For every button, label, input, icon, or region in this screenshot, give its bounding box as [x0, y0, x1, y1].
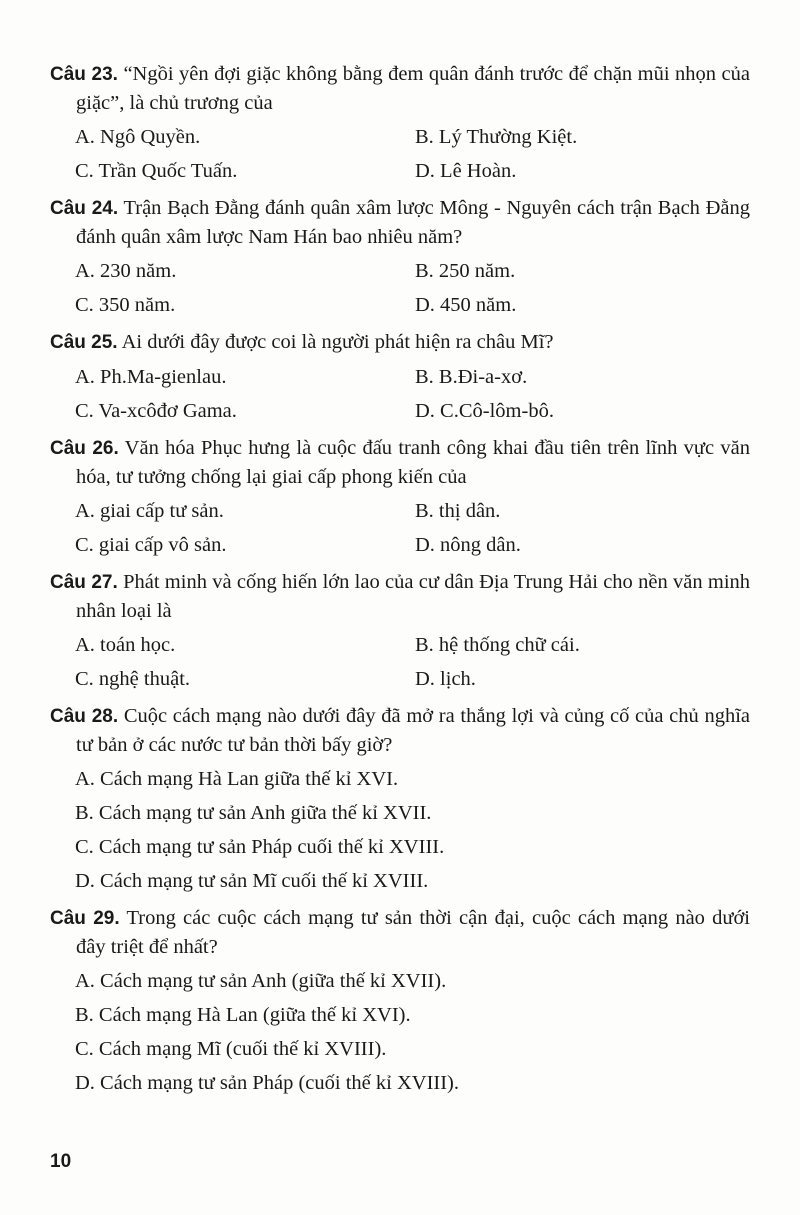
option-c: C. giai cấp vô sản. — [75, 534, 227, 556]
question-stem — [50, 60, 750, 117]
question-25 — [50, 328, 750, 425]
option-d: D. Cách mạng tư sản Mĩ cuối thế kỉ XVIII. — [75, 870, 429, 892]
option-c: C. 350 năm. — [75, 294, 176, 316]
question-number: Câu 24. — [50, 198, 119, 219]
option-c: C. nghệ thuật. — [75, 668, 191, 690]
answer-options — [50, 631, 750, 693]
answer-options — [50, 765, 750, 895]
option-b: B. Cách mạng tư sản Anh giữa thế kỉ XVII. — [75, 802, 432, 824]
question-text: Trong các cuộc cách mạng tư sản thời cận đại, cuộc cách mạng nào dưới đây triệt để nhất? — [76, 907, 750, 958]
question-number: Câu 28. — [50, 706, 119, 727]
question-27 — [50, 568, 750, 693]
question-stem — [50, 904, 750, 961]
question-24 — [50, 194, 750, 319]
answer-options — [50, 257, 750, 319]
option-d: D. Cách mạng tư sản Pháp (cuối thế kỉ XVIII). — [75, 1072, 460, 1094]
question-text: Trận Bạch Đằng đánh quân xâm lược Mông - Nguyên cách trận Bạch Đằng đánh quân xâm lược Nam Hán bao nhiêu năm? — [76, 197, 750, 248]
question-number: Câu 27. — [50, 572, 118, 593]
question-number: Câu 23. — [50, 64, 118, 85]
answer-options — [50, 967, 750, 1097]
option-d: D. C.Cô-lôm-bô. — [415, 400, 554, 422]
answer-options — [50, 123, 750, 185]
question-stem — [50, 702, 750, 759]
question-text: Cuộc cách mạng nào dưới đây đã mở ra thắng lợi và củng cố của chủ nghĩa tư bản ở các nước tư bản thời bấy giờ? — [76, 705, 750, 756]
answer-options — [50, 497, 750, 559]
option-b: B. Lý Thường Kiệt. — [415, 126, 578, 148]
option-a: A. toán học. — [75, 634, 176, 656]
question-23 — [50, 60, 750, 185]
question-number: Câu 26. — [50, 438, 119, 459]
question-number: Câu 29. — [50, 908, 120, 929]
option-a: A. 230 năm. — [75, 260, 177, 282]
question-stem — [50, 328, 750, 357]
option-a: A. Cách mạng Hà Lan giữa thế kỉ XVI. — [75, 768, 399, 790]
question-text: Phát minh và cống hiến lớn lao của cư dân Địa Trung Hải cho nền văn minh nhân loại là — [76, 571, 751, 622]
answer-options — [50, 363, 750, 425]
option-b: B. 250 năm. — [415, 260, 516, 282]
option-b: B. Cách mạng Hà Lan (giữa thế kỉ XVI). — [75, 1004, 411, 1026]
option-d: D. 450 năm. — [415, 294, 517, 316]
option-b: B. hệ thống chữ cái. — [415, 634, 580, 656]
option-b: B. B.Đi-a-xơ. — [415, 366, 528, 388]
option-d: D. lịch. — [415, 668, 476, 690]
option-c: C. Cách mạng Mĩ (cuối thế kỉ XVIII). — [75, 1038, 387, 1060]
question-number: Câu 25. — [50, 332, 118, 353]
option-a: A. giai cấp tư sản. — [75, 500, 224, 522]
question-stem — [50, 434, 750, 491]
option-a: A. Ngô Quyền. — [75, 126, 201, 148]
option-b: B. thị dân. — [415, 500, 501, 522]
question-26 — [50, 434, 750, 559]
option-c: C. Trần Quốc Tuấn. — [75, 160, 238, 182]
question-28 — [50, 702, 750, 895]
option-a: A. Ph.Ma-gienlau. — [75, 366, 227, 388]
question-stem — [50, 194, 750, 251]
page-number: 10 — [50, 1151, 72, 1172]
option-d: D. nông dân. — [415, 534, 521, 556]
option-c: C. Cách mạng tư sản Pháp cuối thế kỉ XVIII. — [75, 836, 445, 858]
option-d: D. Lê Hoàn. — [415, 160, 517, 182]
question-stem — [50, 568, 750, 625]
question-29 — [50, 904, 750, 1097]
question-text: “Ngồi yên đợi giặc không bằng đem quân đánh trước để chặn mũi nhọn của giặc”, là chủ trương của — [76, 63, 750, 114]
question-text: Văn hóa Phục hưng là cuộc đấu tranh công khai đầu tiên trên lĩnh vực văn hóa, tư tưởng chống lại giai cấp phong kiến của — [76, 437, 750, 488]
question-page — [50, 60, 750, 1106]
option-c: C. Va-xcôđơ Gama. — [75, 400, 237, 422]
question-text: Ai dưới đây được coi là người phát hiện ra châu Mĩ? — [121, 331, 554, 353]
option-a: A. Cách mạng tư sản Anh (giữa thế kỉ XVII). — [75, 970, 447, 992]
